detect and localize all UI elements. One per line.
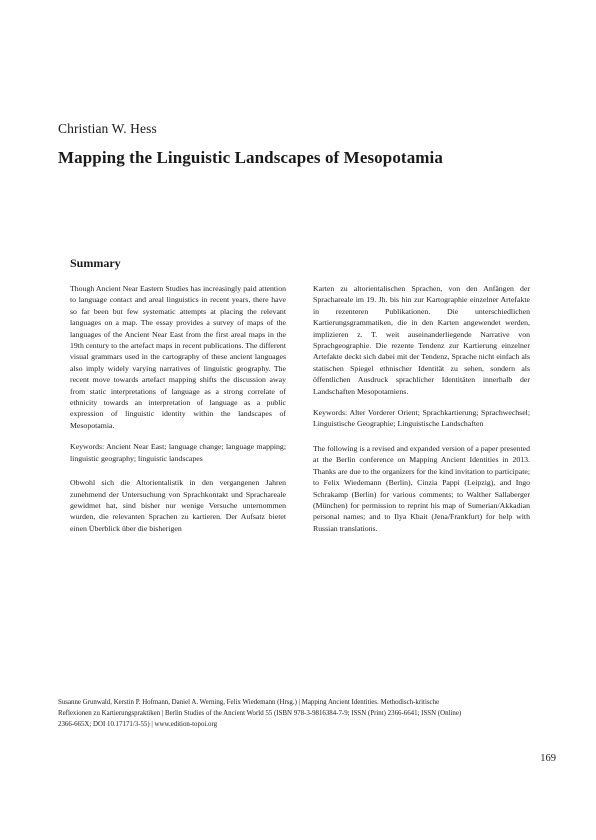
citation-line: Susanne Grunwald, Kerstin P. Hofmann, Daniel A. Werning, Felix Wiedemann (Hrsg.) | Mapping Ancient Identities. Methodisch-kritische xyxy=(58,699,440,706)
keywords-english: Keywords: Ancient Near East; language change; language mapping; linguistic geography; linguistic landscapes xyxy=(70,442,286,463)
keywords-german: Keywords: Alter Vorderer Orient; Sprachkartierung; Sprachwechsel; Linguistische Geographie; Linguistische Landschaften xyxy=(313,408,530,429)
article-title: Mapping the Linguistic Landscapes of Mesopotamia xyxy=(58,148,443,167)
abstract-german-continued: Karten zu altorientalischen Sprachen, von den Anfängen der Sprachareale im 19. Jh. bis hin zur Kartographie einzelner Artefakte in rezenteren Publikationen. Die unterschiedlichen Kartierungsgrammatiken, die in den Karten angewendet werden, implizieren z. T. weit auseinanderliegende Narrative von Sprachgeographie. Die rezente Tendenz zur Kartierung einzelner Artefakte deckt sich dabei mit der Tendenz, Sprache nicht einfach als statischen Spiegel ethnischer Identität zu sehen, sondern als öffentlichen Ausdruck sprachlicher Identitäten innerhalb der Landschaften Mesopotamiens. xyxy=(313,284,530,396)
abstract-german-start: Obwohl sich die Altorientalistik in den vergangenen Jahren zunehmend der Untersuchung von Sprachkontakt und Sprachareale gewidmet hat, sind bisher nur wenige Versuche unternommen wurden, die relevanten Sprachen zu kartieren. Der Aufsatz bietet einen Überblick über die bisherigen xyxy=(70,478,286,533)
summary-heading: Summary xyxy=(70,256,121,270)
abstract-english: Though Ancient Near Eastern Studies has increasingly paid attention to language contact and areal linguistics in recent years, there have so far been but few systematic attempts at placing the relevant languages on a map. The essay provides a survey of maps of the languages of the Ancient Near East from the first areal maps in the 19th century to the artefact maps in recent publications. The different visual grammars used in the cartography of these ancient languages also imply widely varying narratives of linguistic geography. The recent move towards artefact mapping shifts the discussion away from static interpretations of language as a strong correlate of ethnicity towards an interpretation of language as a public expression of linguistic identity within the landscapes of Mesopotamia. xyxy=(70,284,286,430)
summary-column-right xyxy=(313,283,530,544)
summary-column-left xyxy=(70,283,286,544)
author-name: Christian W. Hess xyxy=(58,121,157,136)
citation-footer xyxy=(58,697,528,731)
acknowledgement-note: The following is a revised and expanded version of a paper presented at the Berlin conference on Mapping Ancient Identities in 2013. Thanks are due to the organizers for the kind invitation to participate; to Felix Wiedemann (Berlin), Cinzia Pappi (Leipzig), and Ingo Schrakamp (Berlin) for various comments; to Walther Sallaberger (München) for permission to reprint his map of Sumerian/Akkadian personal names; and to Ilya Khait (Jena/Frankfurt) for help with Russian translations. xyxy=(313,443,530,533)
page-number: 169 xyxy=(540,753,556,764)
citation-line: Reflexionen zu Kartierungspraktiken | Berlin Studies of the Ancient World 55 (ISBN 978-3-9816384-7-9; ISSN (Print) 2366-6641; ISSN (Online) xyxy=(58,710,462,718)
citation-line: 2366-665X; DOI 10.17171/3-55) | www.edition-topoi.org xyxy=(58,721,218,729)
